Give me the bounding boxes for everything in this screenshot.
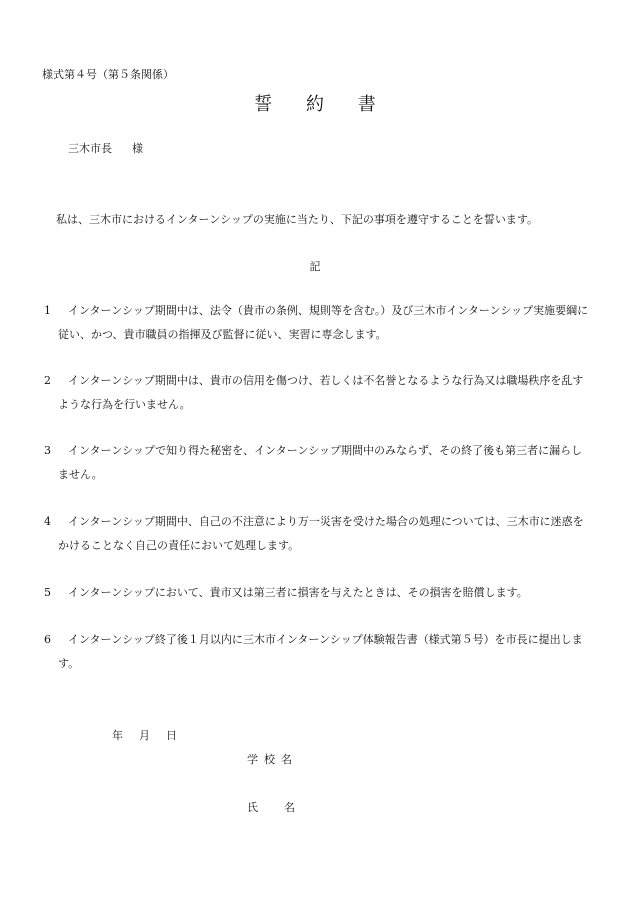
pledge-item [44, 510, 589, 558]
name-label-1: 氏 [247, 801, 258, 814]
pledge-item [44, 439, 589, 487]
item-number: 2 [44, 374, 51, 387]
pledge-item [44, 628, 589, 676]
item-text: インターンシップにおいて、貴市又は第三者に損害を与えたときは、その損害を賠償します。 [68, 586, 528, 599]
date-day: 日 [166, 729, 177, 742]
title-char-3: 書 [357, 94, 376, 115]
name-label-2: 名 [284, 801, 295, 814]
form-number: 様式第４号（第５条関係） [42, 68, 174, 81]
item-number: 3 [44, 444, 51, 457]
pledge-item [44, 581, 589, 605]
item-text: インターンシップ終了後１月以内に三木市インターンシップ体験報告書（様式第５号）を市長に提出します。 [58, 633, 583, 670]
honorific: 様 [132, 142, 143, 155]
item-text: インターンシップ期間中、自己の不注意により万一災害を受けた場合の処理については、三木市に迷惑をかけることなく自己の責任において処理します。 [58, 515, 584, 552]
item-text: インターンシップ期間中は、法令（貴市の条例、規則等を含む。）及び三木市インターンシップ実施要綱に従い、かつ、貴市職員の指揮及び監督に従い、実習に専念します。 [58, 304, 589, 341]
item-number: 5 [44, 586, 51, 599]
item-text: インターンシップで知り得た秘密を、インターンシップ期間中のみならず、その終了後も第三者に漏らしません。 [58, 444, 583, 481]
item-number: 1 [44, 304, 51, 317]
addressee-name: 三木市長 [68, 142, 112, 155]
document-title [0, 90, 630, 116]
item-number: 6 [44, 633, 51, 646]
item-number: 4 [44, 515, 51, 528]
pledge-item [44, 299, 589, 347]
school-name-label: 学校名 [247, 753, 298, 766]
name-label [247, 799, 295, 815]
title-char-2: 約 [306, 94, 324, 115]
date-line [112, 727, 193, 743]
intro-statement: 私は、三木市におけるインターンシップの実施に当たり、下記の事項を遵守することを誓います。 [56, 213, 538, 226]
item-text: インターンシップ期間中は、貴市の信用を傷つけ、若しくは不名誉となるような行為又は職場秩序を乱すような行為を行いません。 [58, 374, 584, 411]
ki-heading: 記 [309, 260, 321, 273]
date-year: 年 [112, 729, 123, 742]
date-month: 月 [139, 729, 150, 742]
title-char-1: 誓 [254, 94, 273, 115]
addressee [68, 140, 143, 156]
pledge-item [44, 369, 589, 417]
